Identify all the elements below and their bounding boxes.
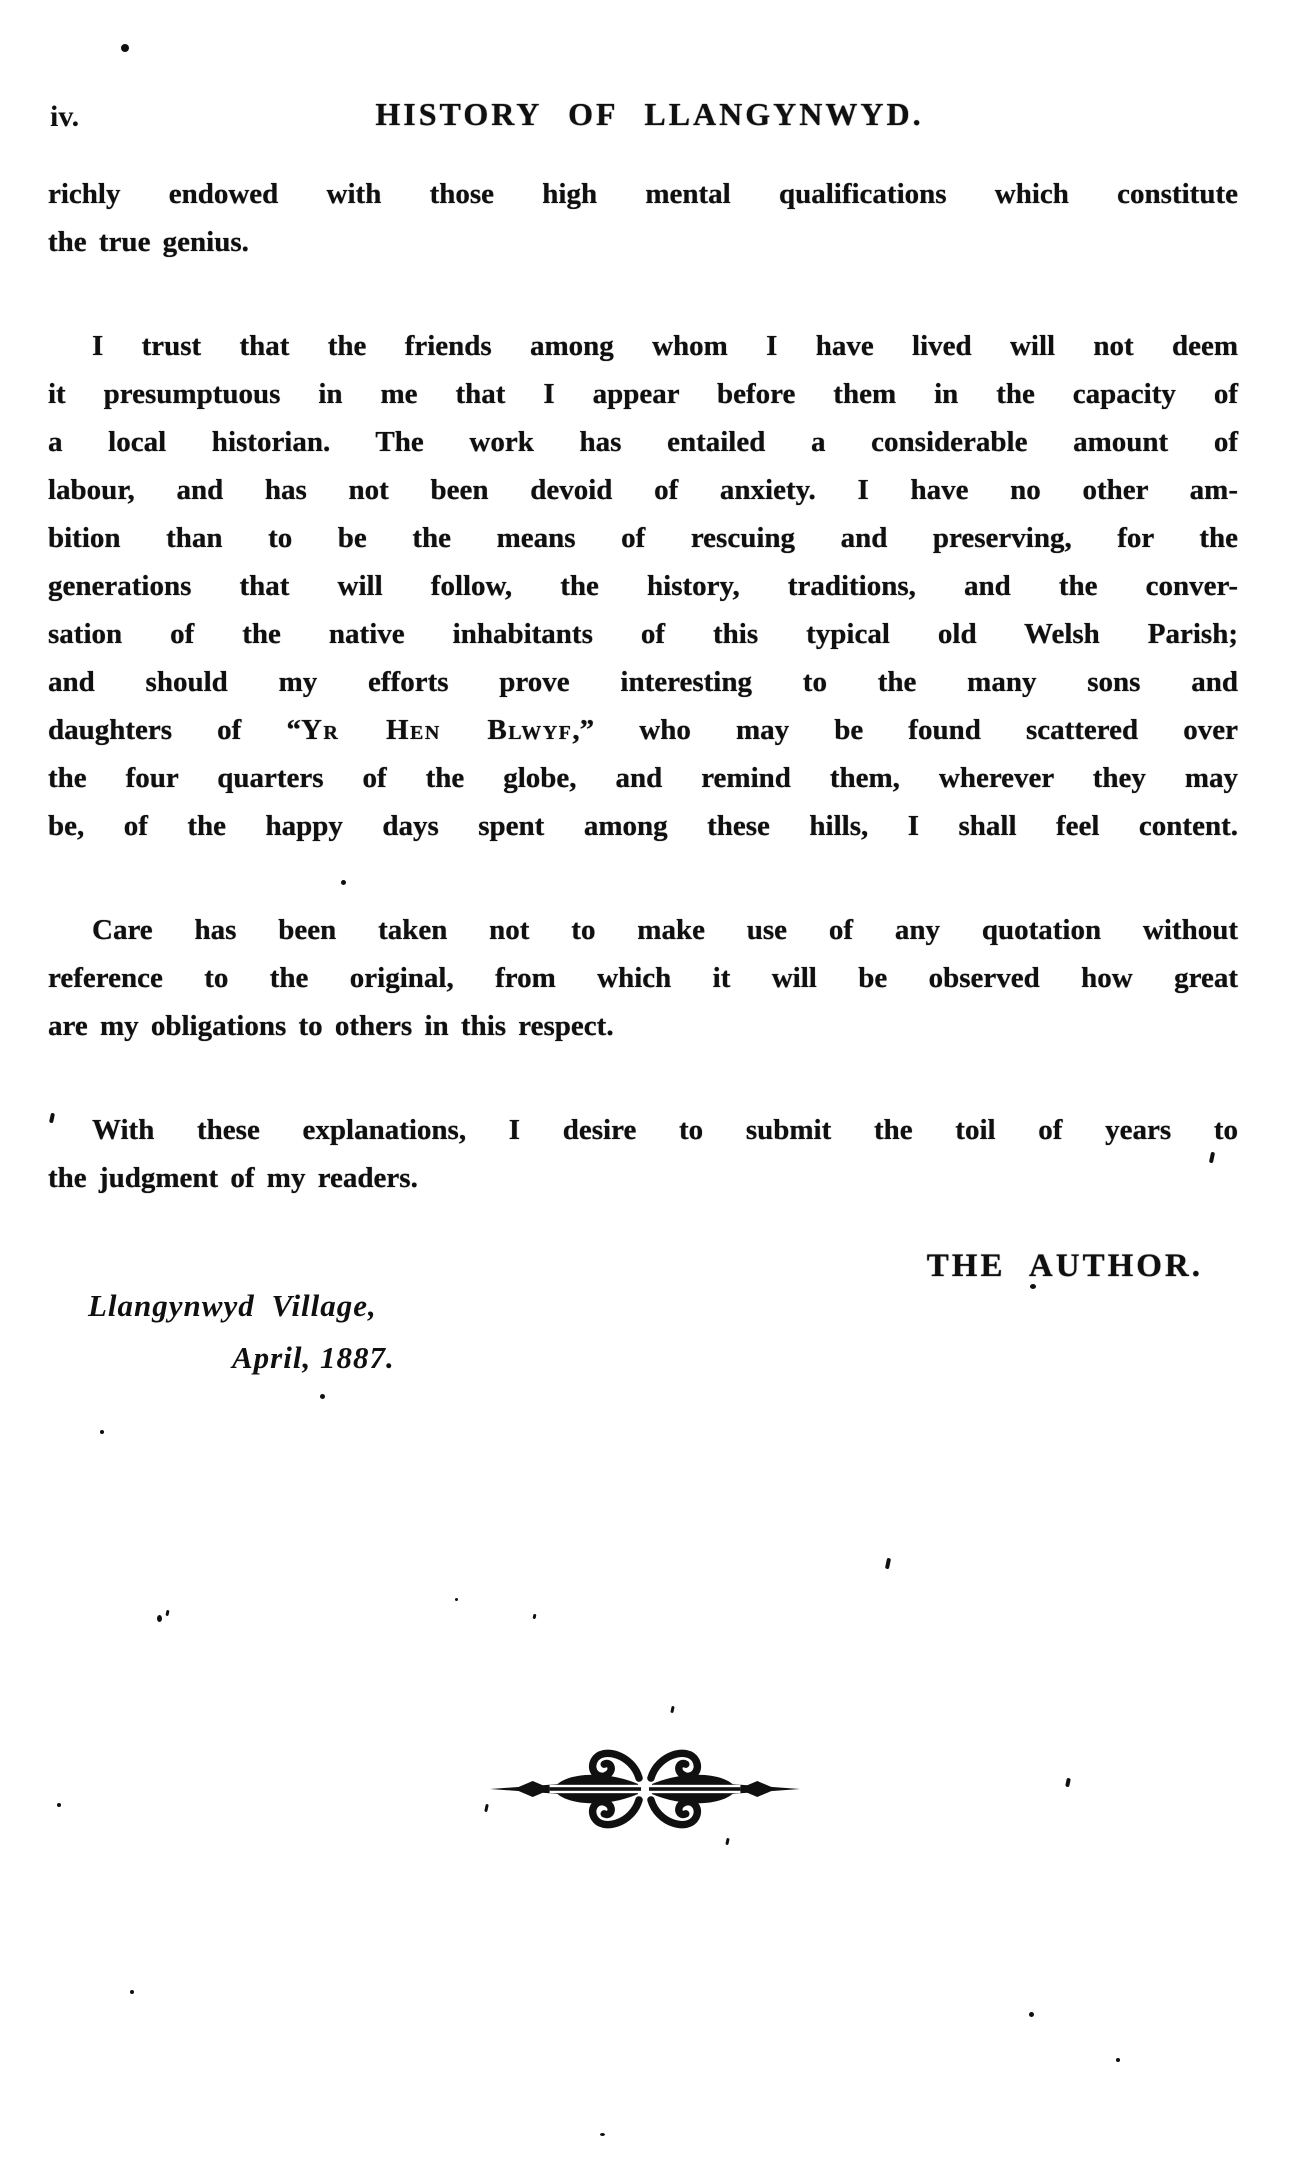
text-line: daughters of “Yr Hen Blwyf,” who may be found scattered over [48,714,1238,746]
text-line: the true genius. [48,226,249,258]
text-line: richly endowed with those high mental qualifications which constitute [48,178,1238,210]
scan-speck [121,44,129,52]
scan-speck [157,1615,162,1622]
scan-speck [100,1430,104,1434]
text-line: reference to the original, from which it will be observed how great [48,962,1238,994]
flourish-ornament-icon [486,1733,804,1845]
paragraph-2 [48,322,1238,850]
scan-speck [885,1558,891,1570]
text-line: the judgment of my readers. [48,1162,418,1194]
scan-speck [600,2133,605,2136]
paragraph-3 [48,906,1238,1050]
body-paragraphs [48,170,1238,1202]
page-number: iv. [50,100,80,133]
scan-speck [670,1706,674,1713]
text-line: sation of the native inhabitants of this typical old Welsh Parish; [48,618,1238,650]
text-line: labour, and has not been devoid of anxiety. I have no other am- [48,474,1238,506]
scan-speck [1029,2012,1034,2017]
text-line: the four quarters of the globe, and remind them, wherever they may [48,762,1238,794]
scan-speck [1116,2058,1120,2062]
scan-speck [1065,1778,1071,1788]
signature-place: Llangynwyd Village, [88,1288,377,1323]
text-line: a local historian. The work has entailed a considerable amount of [48,426,1238,458]
text-line: are my obligations to others in this respect. [48,1010,614,1042]
scan-speck [1030,1284,1036,1289]
paragraph-4 [48,1106,1238,1202]
text-line: and should my efforts prove interesting to the many sons and [48,666,1238,698]
text-line: be, of the happy days spent among these hills, I shall feel content. [48,810,1238,842]
text-line: I trust that the friends among whom I have lived will not deem [92,330,1238,362]
paragraph-1 [48,170,1238,266]
author-signature: THE AUTHOR. [926,1248,1203,1284]
scan-speck [320,1394,325,1399]
scan-speck [455,1598,458,1601]
text-line: it presumptuous in me that I appear before them in the capacity of [48,378,1238,410]
scan-speck [341,880,346,885]
scan-speck [165,1610,169,1616]
text-line: Care has been taken not to make use of any quotation without [92,914,1238,946]
text-line: With these explanations, I desire to submit the toil of years to [92,1114,1238,1146]
text-line: generations that will follow, the history, traditions, and the conver- [48,570,1238,602]
scan-speck [57,1803,61,1807]
signature-date: April, 1887. [232,1340,395,1375]
scan-speck [533,1614,537,1620]
text-line: bition than to be the means of rescuing and preserving, for the [48,522,1238,554]
running-head [0,96,1299,142]
running-title: HISTORY OF LLANGYNWYD. [375,96,924,132]
small-caps-text: Yr Hen Blwyf [300,714,573,746]
scan-speck [130,1990,134,1994]
